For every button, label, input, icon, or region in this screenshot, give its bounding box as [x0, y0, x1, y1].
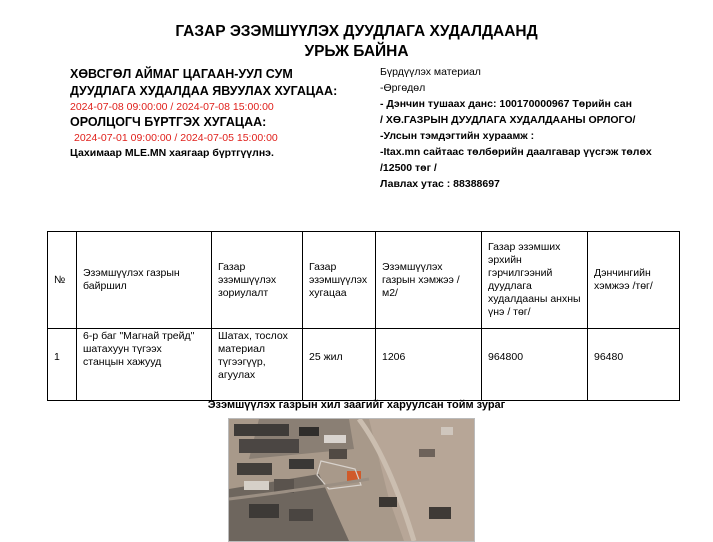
table-header-row [48, 232, 680, 329]
cell-starting-price: 964800 [482, 329, 588, 401]
registration-dates: 2024-07-01 09:00:00 / 2024-07-05 15:00:00 [74, 132, 278, 144]
cell-deposit: 96480 [588, 329, 680, 401]
header-starting-price: Газар эзэмших эрхийн гэрчилгээний дуудлага худалдааны анхны үнэ / төг/ [482, 232, 588, 329]
auction-period-heading: ДУУДЛАГА ХУДАЛДАА ЯВУУЛАХ ХУГАЦАА: [70, 84, 338, 98]
title-line-1: ГАЗАР ЭЗЭМШҮҮЛЭХ ДУУДЛАГА ХУДАЛДААНД [175, 23, 538, 40]
map-caption: Эзэмшүүлэх газрын хил заагийг харуулсан тойм зураг [207, 399, 506, 411]
header-deposit: Дэнчингийн хэмжээ /төг/ [588, 232, 680, 329]
header-duration: Газар эзэмшүүлэх хугацаа [303, 232, 376, 329]
materials-item-application: -Өргөдөл [380, 82, 426, 94]
header-purpose: Газар эзэмшүүлэх зориулалт [212, 232, 303, 329]
cell-number: 1 [48, 329, 77, 401]
page-title [0, 22, 713, 62]
satellite-map-image [228, 418, 475, 542]
materials-item-deposit-account: - Дэнчин тушаах данс: 100170000967 Төрийн сан [380, 98, 632, 110]
contact-phone: Лавлах утас : 88388697 [380, 178, 500, 190]
table-row [48, 329, 680, 401]
header-number: № [48, 232, 77, 329]
auction-dates: 2024-07-08 09:00:00 / 2024-07-08 15:00:00 [70, 101, 274, 113]
materials-heading: Бүрдүүлэх материал [380, 66, 481, 78]
materials-item-itax: -Itax.mn сайтаас төлбөрийн даалгавар үүсгэж төлөх [380, 146, 652, 158]
title-line-2: УРЬЖ БАЙНА [304, 43, 409, 60]
required-materials [380, 64, 680, 192]
cell-purpose: Шатах, тослох материал түгээгүүр, агуулах [212, 329, 303, 401]
cell-duration: 25 жил [303, 329, 376, 401]
auction-info [70, 66, 375, 161]
materials-item-fee-amount: /12500 төг / [380, 162, 437, 174]
materials-item-account-name: / ХӨ.ГАЗРЫН ДУУДЛАГА ХУДАЛДААНЫ ОРЛОГО/ [380, 114, 636, 126]
land-table [47, 231, 680, 401]
materials-item-stamp-fee: -Улсын тэмдэгтийн хураамж : [380, 130, 535, 142]
registration-note: Цахимаар MLE.MN хаягаар бүртгүүлнэ. [70, 147, 274, 159]
cell-area: 1206 [376, 329, 482, 401]
header-area: Эзэмшүүлэх газрын хэмжээ /м2/ [376, 232, 482, 329]
cell-location: 6-р баг "Магнай трейд" шатахуун түгээх станцын хажууд [77, 329, 212, 401]
header-location: Эзэмшүүлэх газрын байршил [77, 232, 212, 329]
registration-heading: ОРОЛЦОГЧ БҮРТГЭХ ХУГАЦАА: [70, 115, 267, 129]
auction-location-heading: ХӨВСГӨЛ АЙМАГ ЦАГААН-УУЛ СУМ [70, 67, 293, 81]
